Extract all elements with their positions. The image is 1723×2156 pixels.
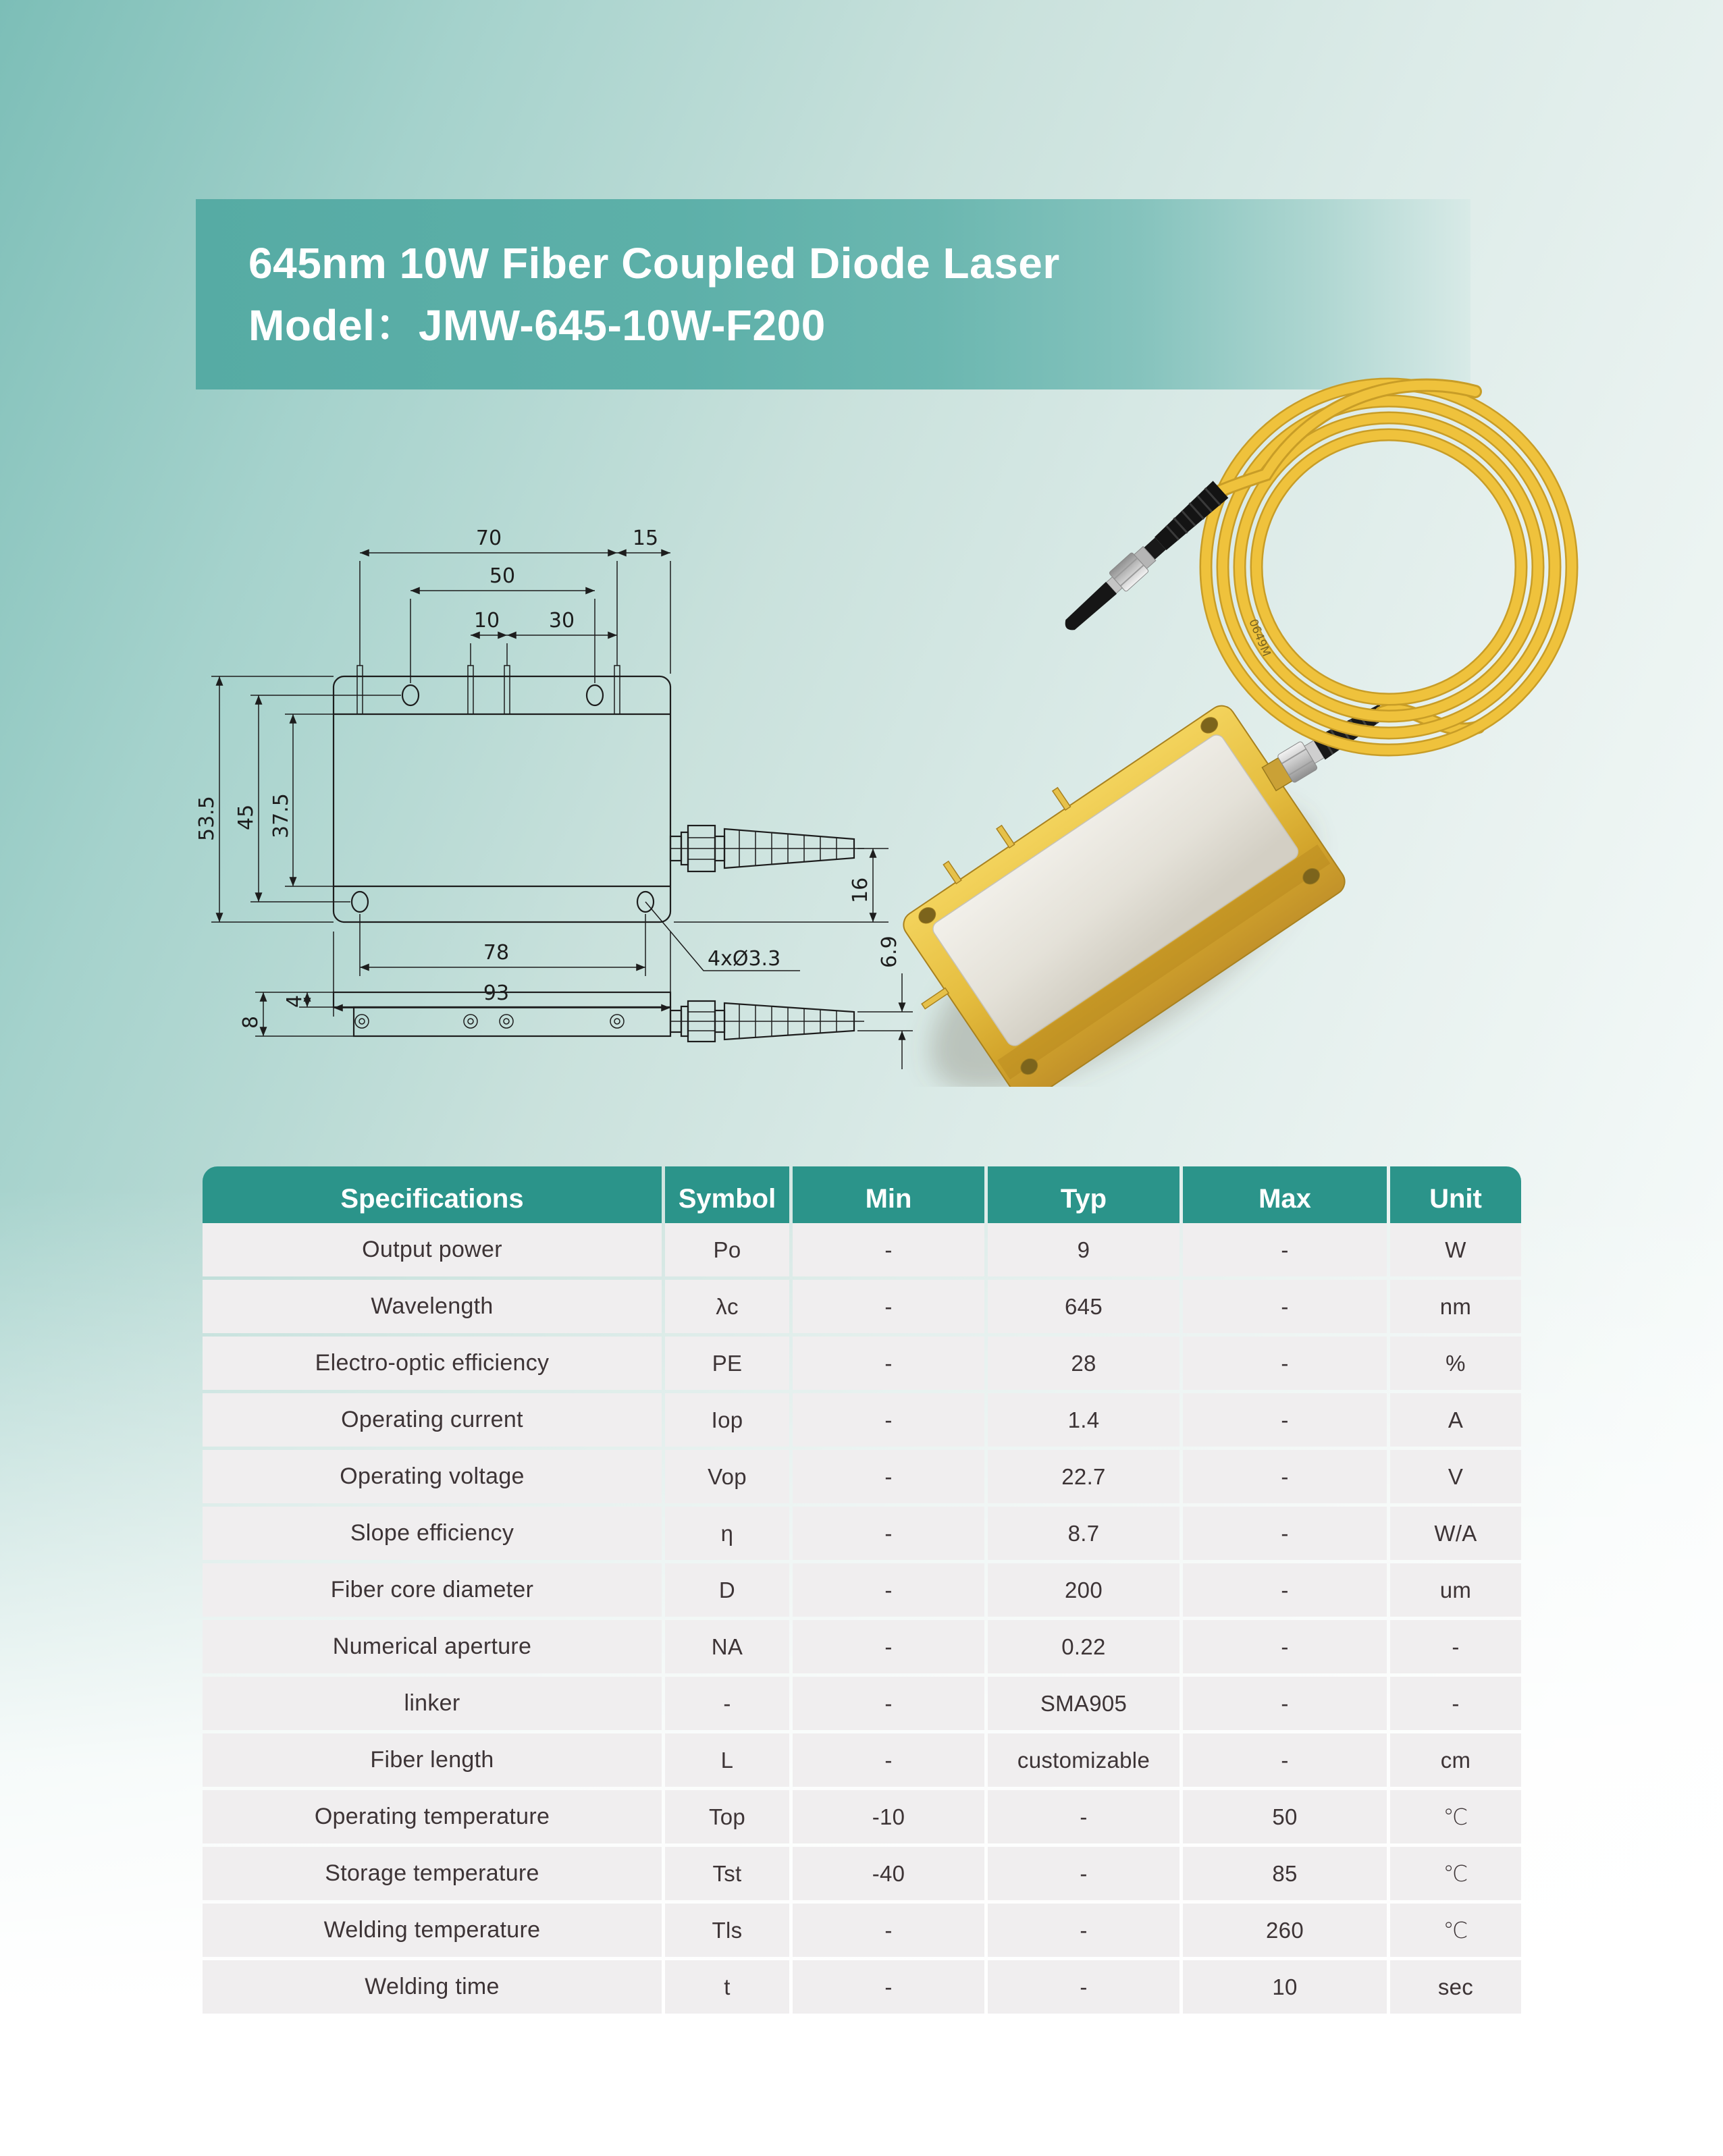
unit-cell: cm: [1390, 1733, 1521, 1787]
module-pin: [922, 988, 949, 1009]
spec-name-cell: Welding temperature: [203, 1904, 662, 1957]
min-cell: -: [793, 1733, 984, 1787]
dim-78: 78: [483, 941, 510, 965]
typ-cell: 200: [988, 1563, 1179, 1617]
typ-cell: 22.7: [988, 1450, 1179, 1503]
typ-cell: -: [988, 1790, 1179, 1843]
min-cell: -: [793, 1337, 984, 1390]
dim-10: 10: [473, 609, 500, 632]
max-cell: -: [1183, 1620, 1387, 1673]
spec-name-cell: Fiber core diameter: [203, 1563, 662, 1617]
symbol-cell: -: [665, 1677, 789, 1730]
max-cell: 85: [1183, 1847, 1387, 1900]
product-photo: [898, 351, 1674, 1087]
spec-name-cell: Fiber length: [203, 1733, 662, 1787]
max-cell: -: [1183, 1393, 1387, 1447]
header-min: Min: [793, 1166, 984, 1231]
module-pin: [1053, 788, 1070, 810]
sma-connector-top-view: [670, 826, 864, 871]
header-typ: Typ: [988, 1166, 1179, 1231]
symbol-cell: λc: [665, 1280, 789, 1333]
typ-cell: 645: [988, 1280, 1179, 1333]
dim-8: 8: [239, 1015, 263, 1029]
min-cell: -: [793, 1223, 984, 1276]
max-cell: -: [1183, 1337, 1387, 1390]
typ-cell: SMA905: [988, 1677, 1179, 1730]
spec-name-cell: Slope efficiency: [203, 1507, 662, 1560]
spec-name-cell: Operating temperature: [203, 1790, 662, 1843]
dim-50: 50: [489, 564, 516, 588]
header-symbol: Symbol: [665, 1166, 789, 1231]
unit-cell: -: [1390, 1620, 1521, 1673]
dim-30: 30: [548, 609, 575, 632]
symbol-cell: t: [665, 1960, 789, 2014]
module-pin: [997, 826, 1014, 848]
spec-name-cell: Numerical aperture: [203, 1620, 662, 1673]
dim-15: 15: [632, 527, 659, 550]
min-cell: -40: [793, 1847, 984, 1900]
min-cell: -: [793, 1280, 984, 1333]
spec-name-cell: Electro-optic efficiency: [203, 1337, 662, 1390]
symbol-cell: NA: [665, 1620, 789, 1673]
fiber-coil: [1206, 384, 1572, 750]
symbol-cell: Top: [665, 1790, 789, 1843]
sma-connector-side-view: [670, 1001, 864, 1042]
dim-16: 16: [849, 877, 872, 903]
header-specifications: Specifications: [203, 1166, 662, 1231]
dim-4: 4: [283, 994, 307, 1008]
unit-cell: ℃: [1390, 1904, 1521, 1957]
dim-6-9: 6.9: [878, 936, 901, 968]
spec-name-cell: Output power: [203, 1223, 662, 1276]
symbol-cell: L: [665, 1733, 789, 1787]
typ-cell: 0.22: [988, 1620, 1179, 1673]
symbol-cell: Tst: [665, 1847, 789, 1900]
unit-cell: %: [1390, 1337, 1521, 1390]
unit-cell: sec: [1390, 1960, 1521, 2014]
symbol-cell: Tls: [665, 1904, 789, 1957]
unit-cell: -: [1390, 1677, 1521, 1730]
max-cell: -: [1183, 1223, 1387, 1276]
min-cell: -: [793, 1450, 984, 1503]
max-cell: 260: [1183, 1904, 1387, 1957]
spec-name-cell: Operating voltage: [203, 1450, 662, 1503]
dim-37-5: 37.5: [269, 793, 293, 838]
symbol-cell: Vop: [665, 1450, 789, 1503]
symbol-cell: η: [665, 1507, 789, 1560]
cable-marking: 0649M: [1246, 617, 1273, 659]
symbol-cell: PE: [665, 1337, 789, 1390]
unit-cell: W: [1390, 1223, 1521, 1276]
specifications-table: [203, 1166, 1521, 2014]
page-title: 645nm 10W Fiber Coupled Diode Laser: [248, 239, 1060, 288]
symbol-cell: Iop: [665, 1393, 789, 1447]
technical-drawing: [189, 466, 972, 1087]
max-cell: -: [1183, 1733, 1387, 1787]
min-cell: -: [793, 1960, 984, 2014]
top-view: [195, 527, 889, 1017]
dim-45: 45: [234, 804, 258, 830]
symbol-cell: D: [665, 1563, 789, 1617]
spec-name-cell: Operating current: [203, 1393, 662, 1447]
spec-name-cell: Storage temperature: [203, 1847, 662, 1900]
header-max: Max: [1183, 1166, 1387, 1231]
typ-cell: -: [988, 1847, 1179, 1900]
unit-cell: um: [1390, 1563, 1521, 1617]
hole-callout: 4xØ3.3: [708, 947, 781, 971]
unit-cell: W/A: [1390, 1507, 1521, 1560]
dim-53-5: 53.5: [195, 796, 219, 841]
unit-cell: ℃: [1390, 1847, 1521, 1900]
module-pin: [943, 861, 961, 884]
typ-cell: 1.4: [988, 1393, 1179, 1447]
typ-cell: 9: [988, 1223, 1179, 1276]
header-unit: Unit: [1390, 1166, 1521, 1231]
dim-70: 70: [475, 527, 502, 550]
spec-name-cell: linker: [203, 1677, 662, 1730]
max-cell: 50: [1183, 1790, 1387, 1843]
max-cell: -: [1183, 1507, 1387, 1560]
screw-heads: [355, 1015, 624, 1028]
min-cell: -: [793, 1507, 984, 1560]
min-cell: -: [793, 1677, 984, 1730]
max-cell: 10: [1183, 1960, 1387, 2014]
model-subtitle: Model：JMW-645-10W-F200: [248, 301, 826, 350]
min-cell: -10: [793, 1790, 984, 1843]
min-cell: -: [793, 1393, 984, 1447]
side-view: [239, 936, 913, 1069]
typ-cell: customizable: [988, 1733, 1179, 1787]
typ-cell: -: [988, 1960, 1179, 2014]
max-cell: -: [1183, 1563, 1387, 1617]
min-cell: -: [793, 1620, 984, 1673]
min-cell: -: [793, 1563, 984, 1617]
unit-cell: nm: [1390, 1280, 1521, 1333]
typ-cell: 28: [988, 1337, 1179, 1390]
max-cell: -: [1183, 1280, 1387, 1333]
unit-cell: ℃: [1390, 1790, 1521, 1843]
spec-name-cell: Wavelength: [203, 1280, 662, 1333]
max-cell: -: [1183, 1677, 1387, 1730]
dim-93: 93: [483, 981, 510, 1005]
spec-name-cell: Welding time: [203, 1960, 662, 2014]
max-cell: -: [1183, 1450, 1387, 1503]
typ-cell: -: [988, 1904, 1179, 1957]
typ-cell: 8.7: [988, 1507, 1179, 1560]
min-cell: -: [793, 1904, 984, 1957]
symbol-cell: Po: [665, 1223, 789, 1276]
unit-cell: V: [1390, 1450, 1521, 1503]
unit-cell: A: [1390, 1393, 1521, 1447]
